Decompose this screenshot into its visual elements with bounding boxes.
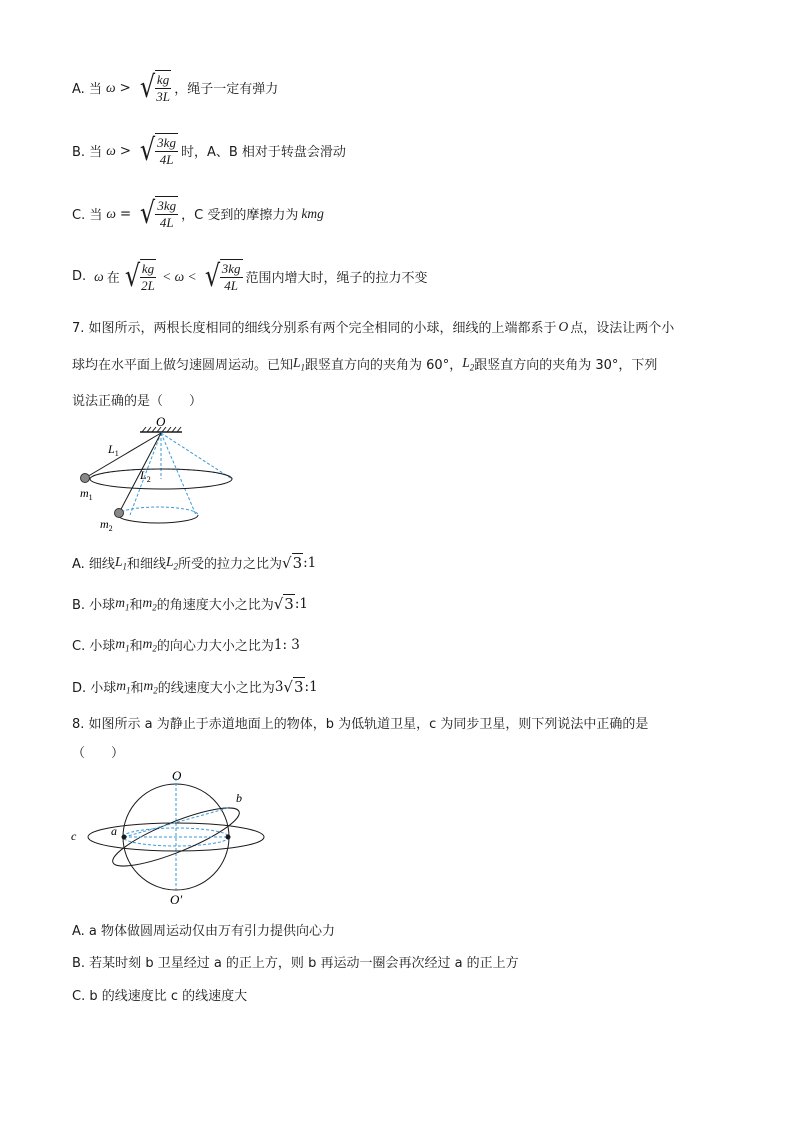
label-o: O xyxy=(156,415,166,429)
sqrt-expression: √ $\frac{kg}{3L}$ xyxy=(139,69,170,105)
option-text: A. a 物体做圆周运动仅由万有引力提供向心力 xyxy=(72,924,336,939)
ratio-head: 3 xyxy=(274,678,284,695)
point-a xyxy=(122,835,127,840)
option-text: 时，A、B 相对于转盘会滑动 xyxy=(180,145,346,160)
sqrt-3: √3 xyxy=(273,594,294,613)
question-7-line-1 xyxy=(72,317,674,336)
option-text: 和 xyxy=(129,639,143,654)
option-prefix: C. 当 xyxy=(72,208,103,223)
option-text: 和 xyxy=(129,598,143,613)
fraction-denominator: 4L xyxy=(159,215,174,230)
option-7c xyxy=(72,635,300,654)
inequality: < ω < xyxy=(162,268,197,284)
pendulum-cone-figure xyxy=(72,415,242,535)
option-6b xyxy=(72,133,346,168)
ratio-tail: :1 xyxy=(304,678,318,695)
sqrt-expression: √ $\frac{3kg}{4L}$ xyxy=(140,195,177,231)
omega-symbol: ω xyxy=(106,205,116,221)
option-text: 范围内增大时，绳子的拉力不变 xyxy=(245,271,428,286)
symbol-l2: $L_2$ xyxy=(462,354,475,373)
option-text: A. 细线 xyxy=(72,557,115,572)
symbol-l2: $L_2$ xyxy=(165,553,178,572)
question-text: 点，设法让两个小 xyxy=(570,321,675,336)
question-text: 跟竖直方向的夹角为 60°， xyxy=(305,358,463,373)
option-text: 的角速度大小之比为 xyxy=(156,598,274,613)
fraction-denominator: 4L xyxy=(159,152,174,167)
fraction-numerator: 3kg xyxy=(157,198,177,213)
symbol-l1: $L_1$ xyxy=(293,354,306,373)
question-text: （ ） xyxy=(72,746,125,761)
question-7-line-3 xyxy=(72,390,202,409)
fraction-numerator: 3kg xyxy=(157,135,176,150)
question-text: 8. 如图所示 a 为静止于赤道地面上的物体，b 为低轨道卫星，c 为同步卫星，则下列说法中正确的是 xyxy=(72,717,649,732)
label-o-prime: O′ xyxy=(170,892,183,907)
question-8-line-2 xyxy=(72,742,124,761)
fraction-denominator: 3L xyxy=(156,89,170,104)
label-c: c xyxy=(71,829,77,843)
ratio: 1: 3 xyxy=(273,636,300,653)
option-text: ，C 受到的摩擦力为 xyxy=(181,208,299,223)
sqrt-expression-upper: √ $\frac{3kg}{4L}$ xyxy=(204,258,241,294)
label-m2: $m_2$ xyxy=(100,517,113,533)
label-a: a xyxy=(111,824,117,838)
option-text: 和细线 xyxy=(126,557,166,572)
symbol-m2: $m_2$ xyxy=(143,677,158,696)
sqrt-expression-lower: √ $\frac{kg}{2L}$ xyxy=(124,258,155,294)
question-text: 说法正确的是（ ） xyxy=(72,394,203,409)
fraction-denominator: 4L xyxy=(224,278,239,293)
fraction-numerator: kg xyxy=(156,72,170,87)
option-prefix: A. 当 xyxy=(72,82,102,97)
question-7-line-2 xyxy=(72,354,657,373)
option-6c xyxy=(72,196,324,231)
option-8c xyxy=(72,985,247,1004)
point-right xyxy=(226,835,231,840)
operator: = xyxy=(119,205,132,222)
operator: > xyxy=(119,79,131,96)
ball-m1 xyxy=(81,474,90,483)
label-l1: $L_1$ xyxy=(108,442,119,458)
option-7a xyxy=(72,553,316,572)
label-b: b xyxy=(236,791,242,805)
option-text: B. 若某时刻 b 卫星经过 a 的正上方，则 b 再运动一圈会再次经过 a 的正上方 xyxy=(72,956,519,971)
option-text: C. 小球 xyxy=(72,639,116,654)
option-prefix: B. 当 xyxy=(72,145,103,160)
symbol-m1: $m_1$ xyxy=(116,677,131,696)
fraction-numerator: kg xyxy=(141,261,155,276)
omega-symbol: ω xyxy=(106,142,116,158)
question-text: 跟竖直方向的夹角为 30°，下列 xyxy=(474,358,658,373)
fraction-numerator: 3kg xyxy=(221,261,241,276)
symbol-m2: $m_2$ xyxy=(142,594,157,613)
question-text: 球均在水平面上做匀速圆周运动。已知 xyxy=(72,358,294,373)
option-text: 的向心力大小之比为 xyxy=(156,639,274,654)
ratio-tail: :1 xyxy=(303,554,317,571)
option-text: 所受的拉力之比为 xyxy=(177,557,282,572)
omega-symbol: ω xyxy=(105,79,116,95)
symbol-m2: $m_2$ xyxy=(142,635,157,654)
option-text: 和 xyxy=(130,681,144,696)
ball-m2 xyxy=(115,509,124,518)
label-l2: $L_2$ xyxy=(140,468,151,484)
symbol-m1: $m_1$ xyxy=(115,594,130,613)
option-text: C. b 的线速度比 c 的线速度大 xyxy=(72,989,248,1004)
option-6a xyxy=(72,70,278,105)
label-m1: $m_1$ xyxy=(80,486,93,502)
sqrt-expression: √ $\frac{3kg}{4L}$ xyxy=(139,132,176,168)
option-prefix: D. xyxy=(72,269,87,284)
ratio-tail: :1 xyxy=(294,595,308,612)
option-8a xyxy=(72,920,335,939)
question-8-line-1 xyxy=(72,713,648,732)
option-text: D. 小球 xyxy=(72,681,117,696)
label-o: O xyxy=(172,768,182,783)
sqrt-3: √3 xyxy=(283,677,304,696)
option-7d xyxy=(72,677,318,696)
point-o: O xyxy=(558,318,569,334)
option-6d xyxy=(72,259,428,294)
option-text: ，绳子一定有弹力 xyxy=(174,82,279,97)
sqrt-3: √3 xyxy=(282,553,303,572)
option-text: 的线速度大小之比为 xyxy=(157,681,275,696)
question-text: 7. 如图所示，两根长度相同的细线分别系有两个完全相同的小球，细线的上端都系于 xyxy=(72,321,557,336)
option-text: B. 小球 xyxy=(72,598,116,613)
friction-expression: kmg xyxy=(301,205,324,221)
option-8b xyxy=(72,952,519,971)
omega-symbol: ω xyxy=(94,268,104,284)
symbol-l1: $L_1$ xyxy=(114,553,127,572)
option-7b xyxy=(72,594,308,613)
earth-satellite-figure xyxy=(68,768,268,908)
operator: > xyxy=(119,142,132,159)
symbol-m1: $m_1$ xyxy=(115,635,130,654)
option-word: 在 xyxy=(106,271,120,286)
fraction-denominator: 2L xyxy=(141,278,155,293)
